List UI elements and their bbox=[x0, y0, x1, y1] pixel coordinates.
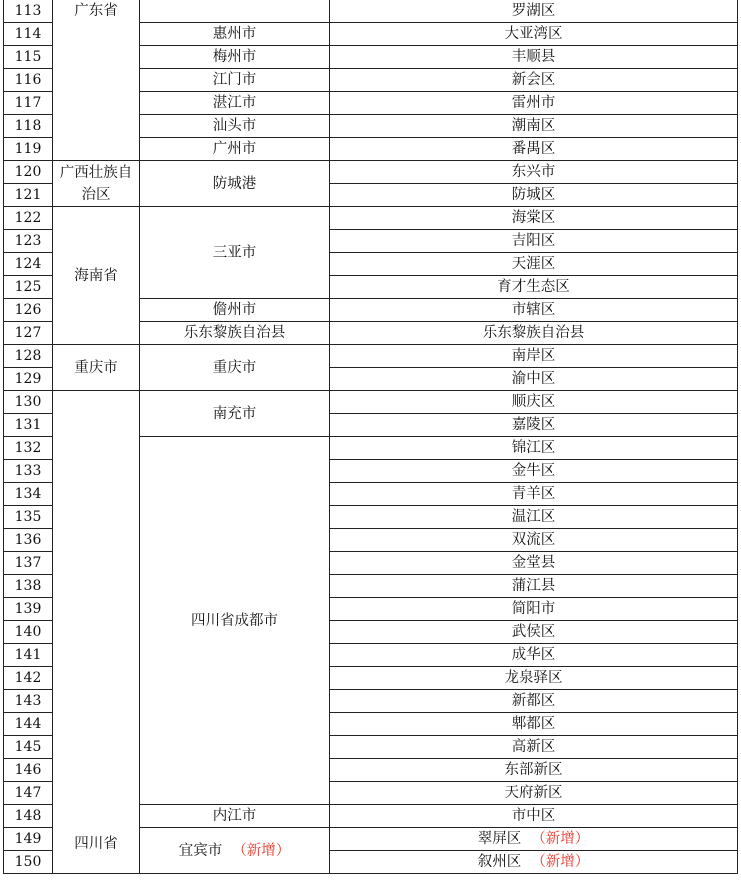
row-number: 123 bbox=[4, 230, 53, 253]
row-number: 141 bbox=[4, 644, 53, 667]
city-cell: 乐东黎族自治县 bbox=[140, 322, 330, 345]
row-number: 150 bbox=[4, 851, 53, 874]
district-cell: 潮南区 bbox=[330, 115, 738, 138]
row-number: 140 bbox=[4, 621, 53, 644]
table-row bbox=[4, 0, 738, 23]
row-number: 113 bbox=[4, 0, 53, 23]
district-cell: 成华区 bbox=[330, 644, 738, 667]
table-row bbox=[4, 391, 738, 414]
new-tag: （新增） bbox=[232, 842, 291, 859]
district-cell: 丰顺县 bbox=[330, 46, 738, 69]
district-cell: 雷州市 bbox=[330, 92, 738, 115]
district-cell: 双流区 bbox=[330, 529, 738, 552]
row-number: 136 bbox=[4, 529, 53, 552]
district-cell: 罗湖区 bbox=[330, 0, 738, 23]
city-cell: 儋州市 bbox=[140, 299, 330, 322]
city-name: 宜宾市 bbox=[178, 842, 223, 859]
city-cell bbox=[140, 828, 330, 874]
row-number: 119 bbox=[4, 138, 53, 161]
row-number: 135 bbox=[4, 506, 53, 529]
city-cell: 广州市 bbox=[140, 138, 330, 161]
city-cell bbox=[140, 0, 330, 23]
province-cell: 广西壮族自治区 bbox=[53, 161, 140, 207]
row-number: 120 bbox=[4, 161, 53, 184]
district-cell: 大亚湾区 bbox=[330, 23, 738, 46]
row-number: 145 bbox=[4, 736, 53, 759]
new-tag: （新增） bbox=[531, 831, 590, 847]
district-cell: 东兴市 bbox=[330, 161, 738, 184]
row-number: 130 bbox=[4, 391, 53, 414]
city-cell: 江门市 bbox=[140, 69, 330, 92]
district-cell: 金牛区 bbox=[330, 460, 738, 483]
province-cell: 重庆市 bbox=[53, 345, 140, 391]
district-cell: 郫都区 bbox=[330, 713, 738, 736]
row-number: 131 bbox=[4, 414, 53, 437]
province-cell: 海南省 bbox=[53, 207, 140, 345]
district-cell: 市辖区 bbox=[330, 299, 738, 322]
district-cell: 武侯区 bbox=[330, 621, 738, 644]
district-cell: 育才生态区 bbox=[330, 276, 738, 299]
district-cell: 防城区 bbox=[330, 184, 738, 207]
district-cell: 高新区 bbox=[330, 736, 738, 759]
district-cell: 番禺区 bbox=[330, 138, 738, 161]
district-cell: 简阳市 bbox=[330, 598, 738, 621]
city-cell: 汕头市 bbox=[140, 115, 330, 138]
table-row bbox=[4, 207, 738, 230]
row-number: 122 bbox=[4, 207, 53, 230]
city-cell: 四川省成都市 bbox=[140, 437, 330, 805]
row-number: 121 bbox=[4, 184, 53, 207]
row-number: 127 bbox=[4, 322, 53, 345]
district-cell bbox=[330, 828, 738, 851]
row-number: 132 bbox=[4, 437, 53, 460]
row-number: 134 bbox=[4, 483, 53, 506]
district-cell: 海棠区 bbox=[330, 207, 738, 230]
row-number: 144 bbox=[4, 713, 53, 736]
district-cell bbox=[330, 851, 738, 874]
district-cell: 金堂县 bbox=[330, 552, 738, 575]
row-number: 143 bbox=[4, 690, 53, 713]
new-tag: （新增） bbox=[531, 854, 590, 870]
district-cell: 天涯区 bbox=[330, 253, 738, 276]
province-cell: 广东省 bbox=[53, 0, 140, 161]
row-number: 128 bbox=[4, 345, 53, 368]
district-cell: 龙泉驿区 bbox=[330, 667, 738, 690]
district-cell: 天府新区 bbox=[330, 782, 738, 805]
row-number: 126 bbox=[4, 299, 53, 322]
row-number: 148 bbox=[4, 805, 53, 828]
city-cell: 湛江市 bbox=[140, 92, 330, 115]
district-cell: 青羊区 bbox=[330, 483, 738, 506]
district-cell: 东部新区 bbox=[330, 759, 738, 782]
row-number: 115 bbox=[4, 46, 53, 69]
district-cell: 顺庆区 bbox=[330, 391, 738, 414]
district-cell: 南岸区 bbox=[330, 345, 738, 368]
city-cell: 重庆市 bbox=[140, 345, 330, 391]
city-cell: 南充市 bbox=[140, 391, 330, 437]
district-name: 叙州区 bbox=[477, 854, 522, 870]
district-cell: 锦江区 bbox=[330, 437, 738, 460]
row-number: 118 bbox=[4, 115, 53, 138]
city-cell: 内江市 bbox=[140, 805, 330, 828]
row-number: 138 bbox=[4, 575, 53, 598]
province-cell: 四川省 bbox=[53, 391, 140, 874]
row-number: 125 bbox=[4, 276, 53, 299]
row-number: 142 bbox=[4, 667, 53, 690]
table-row bbox=[4, 161, 738, 184]
district-cell: 嘉陵区 bbox=[330, 414, 738, 437]
city-cell: 防城港 bbox=[140, 161, 330, 207]
row-number: 129 bbox=[4, 368, 53, 391]
row-number: 133 bbox=[4, 460, 53, 483]
district-cell: 新会区 bbox=[330, 69, 738, 92]
city-cell: 梅州市 bbox=[140, 46, 330, 69]
district-cell: 蒲江县 bbox=[330, 575, 738, 598]
district-name: 翠屏区 bbox=[477, 831, 522, 847]
district-cell: 新都区 bbox=[330, 690, 738, 713]
row-number: 149 bbox=[4, 828, 53, 851]
row-number: 124 bbox=[4, 253, 53, 276]
row-number: 114 bbox=[4, 23, 53, 46]
district-cell: 吉阳区 bbox=[330, 230, 738, 253]
city-cell: 三亚市 bbox=[140, 207, 330, 299]
district-cell: 渝中区 bbox=[330, 368, 738, 391]
row-number: 117 bbox=[4, 92, 53, 115]
row-number: 147 bbox=[4, 782, 53, 805]
region-table bbox=[3, 0, 738, 874]
row-number: 116 bbox=[4, 69, 53, 92]
table-row bbox=[4, 345, 738, 368]
row-number: 146 bbox=[4, 759, 53, 782]
row-number: 137 bbox=[4, 552, 53, 575]
district-cell: 温江区 bbox=[330, 506, 738, 529]
city-cell: 惠州市 bbox=[140, 23, 330, 46]
district-cell: 乐东黎族自治县 bbox=[330, 322, 738, 345]
row-number: 139 bbox=[4, 598, 53, 621]
district-cell: 市中区 bbox=[330, 805, 738, 828]
